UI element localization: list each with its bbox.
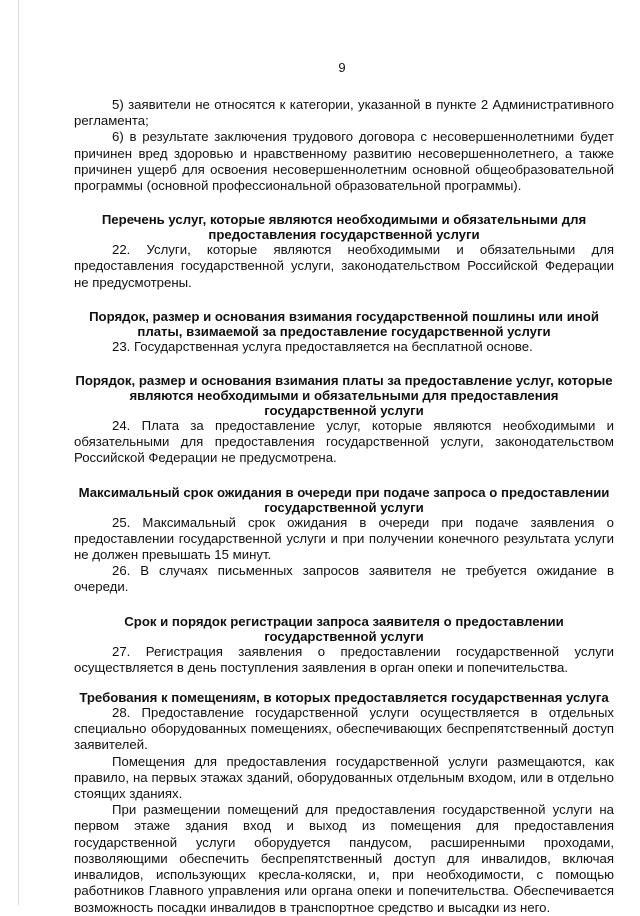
item-6: 6) в результате заключения трудового договора с несовершеннолетними будет причинен вред здоровью и нравственному развитию несовершеннолетнего, а также причинен ущерб для освоения несовершеннолетним основной общеобразовательной программы (основной профессиональной образовательной программы). — [74, 129, 614, 194]
paragraph-25: 25. Максимальный срок ожидания в очереди при подаче заявления о предоставлении государственной услуги и при получении конечного результата услуги не должен превышать 15 минут. — [74, 514, 614, 563]
scan-edge-line — [18, 0, 19, 905]
paragraph-26: 26. В случаях письменных запросов заявителя не требуется ожидание в очереди. — [74, 563, 614, 595]
paragraph-22: 22. Услуги, которые являются необходимыми и обязательными для предоставления государственной услуги, законодательством Российской Федерации не предусмотрены. — [74, 242, 614, 290]
section-heading-25: Максимальный срок ожидания в очереди при подаче запроса о предоставлении государственной услуги — [78, 484, 610, 515]
section-heading-22: Перечень услуг, которые являются необходимыми и обязательными для предоставления государственной услуги — [101, 212, 587, 243]
paragraph-27: 27. Регистрация заявления о предоставлении государственной услуги осуществляется в день поступления заявления в орган опеки и попечительства. — [74, 643, 614, 675]
paragraph-28-accessibility: При размещении помещений для предоставления государственной услуги на первом этаже здания вход и выход из помещения для предоставления государственной услуги оборудуется пандусом, расширенными проходами, позволяющими обеспечить беспрепятственный доступ для инвалидов, включая инвалидов, использующих кресла-коляски, и, при необходимости, с помощью работников Главного управления или органа опеки и попечительства. Обеспечивается возможность посадки инвалидов в транспортное средство и высадки из него. — [74, 802, 614, 915]
item-5: 5) заявители не относятся к категории, указанной в пункте 2 Административного регламента; — [74, 97, 614, 129]
section-heading-23: Порядок, размер и основания взимания государственной пошлины или иной платы, взимаемой за предоставление государственной услуги — [89, 308, 599, 339]
paragraph-23: 23. Государственная услуга предоставляется на бесплатной основе. — [112, 338, 533, 354]
section-heading-28: Требования к помещениям, в которых предоставляется государственная услуга — [79, 690, 609, 706]
section-heading-27: Срок и порядок регистрации запроса заявителя о предоставлении государственной услуги — [124, 613, 564, 644]
page-number: 9 — [338, 60, 346, 75]
paragraph-24: 24. Плата за предоставление услуг, которые являются необходимыми и обязательными для предоставления государственной услуги, законодательством Российской Федерации не предусмотрена. — [74, 418, 614, 466]
section-heading-24: Порядок, размер и основания взимания платы за предоставление услуг, которые являются необходимыми и обязательными для предоставления государственной услуги — [75, 373, 613, 419]
paragraph-28: 28. Предоставление государственной услуги осуществляется в отдельных специально оборудованных помещениях, обеспечивающих беспрепятственный доступ заявителей. — [74, 705, 614, 753]
paragraph-28-premises: Помещения для предоставления государственной услуги размещаются, как правило, на первых этажах зданий, оборудованных отдельным входом, или в отдельно стоящих зданиях. — [74, 753, 614, 802]
